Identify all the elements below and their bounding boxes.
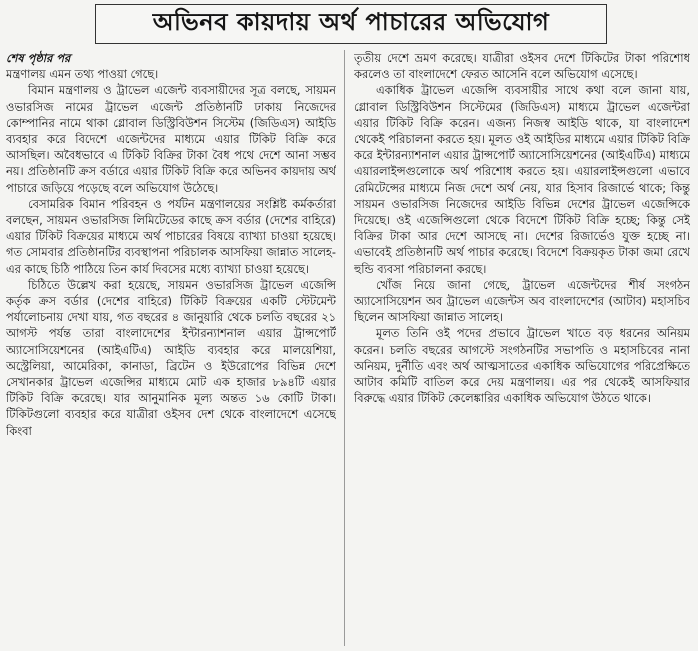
headline-box: [95, 4, 607, 44]
paragraph: তৃতীয় দেশে ভ্রমণ করেছে। যাত্রীরা ওইসব দেশে টিকিটের টাকা পরিশোধ করলেও তা বাংলাদেশে ফেরত আসেনি বলে অভিযোগ এসেছে।: [354, 51, 690, 82]
column-divider: [344, 50, 345, 646]
continued-from-label: শেষ পৃষ্ঠার পর: [6, 51, 71, 65]
left-column: [6, 50, 336, 646]
paragraph: খোঁজ নিয়ে জানা গেছে, ট্রাভেল এজেন্টদের শীর্ষ সংগঠন অ্যাসোসিয়েশন অব ট্রাভেল এজেন্টস অব বাংলাদেশের (আটাব) মহাসচিব ছিলেন আসফিয়া জান্নাত সালেহ।: [354, 277, 690, 325]
paragraph: চিঠিতে উল্লেখ করা হয়েছে, সায়মন ওভারসিজ ট্রাভেল এজেন্সি কর্তৃক ক্রস বর্ডার (দেশের বাহিরে) টিকিট বিক্রয়ের একটি স্টেটমেন্ট পর্যালোচনায় দেখা যায়, গত বছরের ৪ জানুয়ারি থেকে চলতি বছরের ২১ আগস্ট পর্যন্ত তারা বাংলাদেশের ইন্টারন্যাশনাল এয়ার ট্রান্সপোর্ট অ্যাসোসিয়েশনের (আইএটিএ) আইডি ব্যবহার করে মালয়েশিয়া, অস্ট্রেলিয়া, আমেরিকা, কানাডা, ব্রিটেন ও ইউরোপের বিভিন্ন দেশে সেখানকার ট্রাভেল এজেন্সির মাধ্যমে মোট এক হাজার ৮৯৪টি এয়ার টিকিট বিক্রি করেছে। যার আনুমানিক মূল্য অন্তত ১৬ কোটি টাকা। টিকিটগুলো ব্যবহার করে যাত্রীরা ওইসব দেশ থেকে বাংলাদেশে এসেছে কিংবা: [6, 277, 336, 438]
paragraph: বেসামরিক বিমান পরিবহন ও পর্যটন মন্ত্রণালয়ের সংশ্লিষ্ট কর্মকর্তারা বলছেন, সায়মন ওভারসিজ লিমিটেডের কাছে ক্রস বর্ডার (দেশের বাহিরে) এয়ার টিকিট বিক্রয়ের মাধ্যমে অর্থ পাচারের বিষয়ে ব্যাখ্যা চাওয়া হয়েছে। গত সোমবার প্রতিষ্ঠানটির ব্যবস্থাপনা পরিচালক আসফিয়া জান্নাত সালেহ-এর কাছে চিঠি পাঠিয়ে তিন কার্য দিবসের মধ্যে ব্যাখ্যা চাওয়া হয়েছে।: [6, 196, 336, 276]
paragraph: মন্ত্রণালয় এমন তথ্য পাওয়া গেছে।: [6, 67, 159, 82]
paragraph: মূলত তিনি ওই পদের প্রভাবে ট্রাভেল খাতে বড় ধরনের অনিয়ম করেন। চলতি বছরের আগস্টে সংগঠনটির সভাপতি ও মহাসচিবের নানা অনিয়ম, দুর্নীতি এবং অর্থ আত্মসাতের একাধিক অভিযোগের পরিপ্রেক্ষিতে আটাব কমিটি বাতিল করে দেয় মন্ত্রণালয়। এর পর থেকেই আসফিয়ার বিরুদ্ধে এয়ার টিকিট কেলেঙ্কারির একাধিক অভিযোগ উঠতে থাকে।: [354, 326, 690, 406]
right-column: [354, 50, 690, 646]
headline: অভিনব কায়দায় অর্থ পাচারের অভিযোগ: [152, 7, 550, 36]
paragraph: একাধিক ট্রাভেল এজেন্সি ব্যবসায়ীর সাথে কথা বলে জানা যায়, গ্লোবাল ডিস্ট্রিবিউশন সিস্টেমের (জিডিএস) মাধ্যমে ট্রাভেল এজেন্টরা এয়ার টিকিট বিক্রি করেন। এজন্য নিজস্ব আইডি থাকে, যা বাংলাদেশ থেকেই পরিচালনা করতে হয়। মূলত ওই আইডির মাধ্যমে এয়ার টিকিট বিক্রি করে ইন্টারন্যাশনাল এয়ার ট্রান্সপোর্ট অ্যাসোসিয়েশনের (আইএটিএ) মাধ্যমে এয়ারলাইন্সগুলোকে অর্থ পরিশোধ করতে হয়। এয়ারলাইন্সগুলো এভাবে রেমিটেন্সের মাধ্যমে নিজ দেশে অর্থ নেয়, যার হিসাব রিজার্ভে থাকে; কিন্তু সায়মন ওভারসিজ নিজেদের আইডি বিভিন্ন দেশের ট্রাভেল এজেন্সিকে দিয়েছে। ওই এজেন্সিগুলো থেকে বিদেশে টিকিট বিক্রি হচ্ছে; কিন্তু সেই বিক্রির টাকা আর দেশে আসছে না। দেশের রিজার্ভেও যুক্ত হচ্ছে না। এভাবেই প্রতিষ্ঠানটি অর্থ পাচার করেছে। বিদেশে বিক্রয়কৃত টাকা জমা রেখে হুন্ডি ব্যবসা পরিচালনা করছে।: [354, 83, 690, 276]
paragraph: বিমান মন্ত্রণালয় ও ট্রাভেল এজেন্ট ব্যবসায়ীদের সূত্র বলছে, সায়মন ওভারসিজ নামের ট্রাভেল এজেন্ট প্রতিষ্ঠানটি ঢাকায় নিজেদের কোম্পানির নামে থাকা গ্লোবাল ডিস্ট্রিবিউশন সিস্টেম (জিডিএস) আইডি ব্যবহার করে বিদেশে এজেন্টদের মাধ্যমে এয়ার টিকিট বিক্রি করে আসছিল। অবৈধভাবে এ টিকিট বিক্রির টাকা বৈধ পথে দেশে আনা সম্ভব নয়। প্রতিষ্ঠানটি ক্রস বর্ডারে এয়ার টিকিট বিক্রি করে অভিনব কায়দায় অর্থ পাচারে জড়িয়ে পড়েছে বলে অভিযোগ উঠেছে।: [6, 83, 336, 195]
